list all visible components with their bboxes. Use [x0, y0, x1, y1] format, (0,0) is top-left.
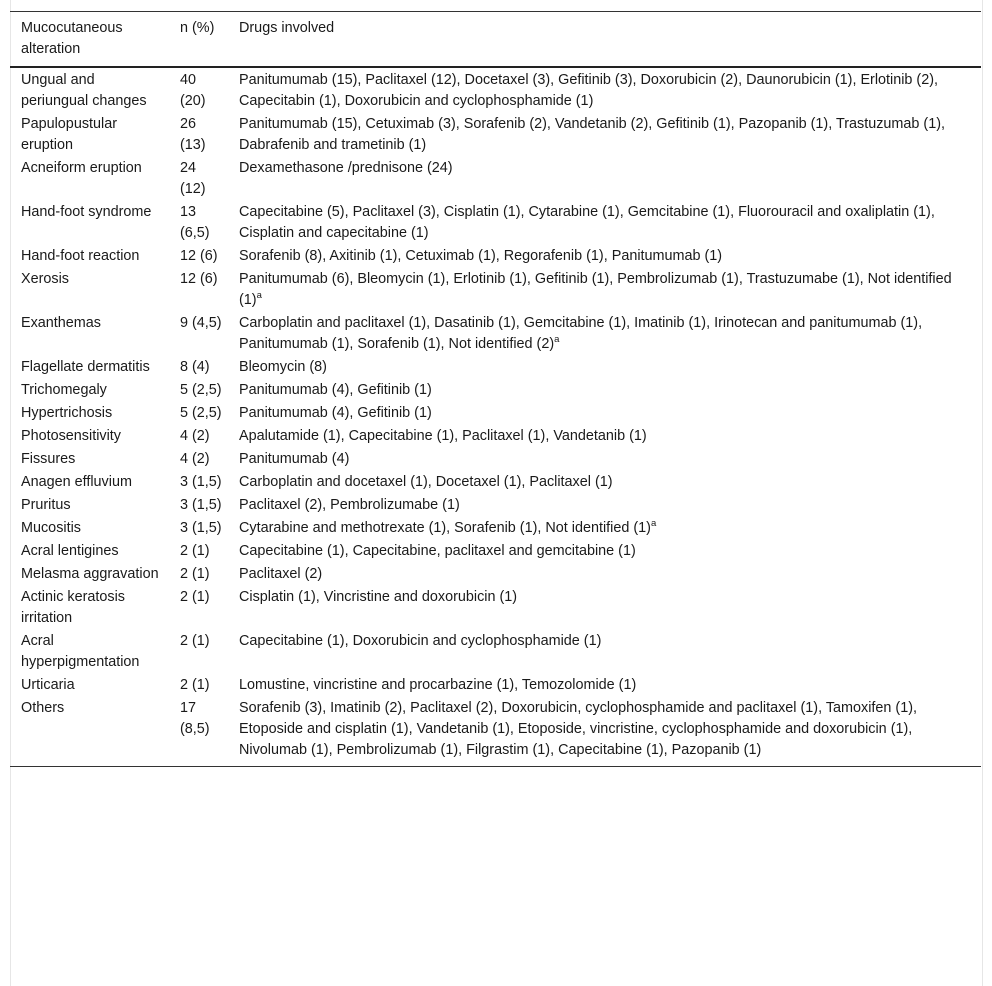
footnote-marker: a [650, 518, 657, 530]
cell-drugs [228, 697, 981, 767]
cell-alteration: Melasma aggravation [21, 566, 159, 582]
table-row [10, 630, 981, 674]
cell-drugs [228, 402, 981, 425]
table-row [10, 356, 981, 379]
drugs-text: Apalutamide (1), Capecitabine (1), Paclitaxel (1), Vandetanib (1) [239, 428, 647, 444]
footnote-marker: a [256, 290, 262, 302]
cell-drugs [228, 563, 981, 586]
cell-n-percent: 12 (6) [180, 248, 218, 264]
drugs-text: Panitumumab (6), Bleomycin (1), Erlotinib (1), Gefitinib (1), Pembrolizumab (1), Trastuzumabe (1), Not identified (1) [239, 271, 952, 308]
cell-alteration: Hypertrichosis [21, 405, 113, 421]
table-row [10, 563, 981, 586]
cell-n-percent: 8 (4) [180, 359, 210, 375]
drugs-text: Panitumumab (4) [239, 451, 350, 467]
table-row [10, 471, 981, 494]
cell-n-percent: 5 (2,5) [180, 405, 222, 421]
cell-n-percent: 2 (1) [180, 677, 210, 693]
table-row [10, 157, 981, 201]
cell-alteration: Exanthemas [21, 315, 101, 331]
table-row [10, 448, 981, 471]
drugs-text: Sorafenib (3), Imatinib (2), Paclitaxel (2), Doxorubicin, cyclophosphamide and paclitaxel (1), Tamoxifen (1), Etoposide and cisplatin (1), Vandetanib (1), Etoposide, vincristine, cyclophosphamide and doxorubicin (1), Nivolumab (1), Pembrolizumab (1), Filgrastim (1), Capecitabine (1), Pazopanib (1) [239, 700, 917, 758]
cell-drugs [228, 630, 981, 674]
drugs-text: Panitumumab (15), Cetuximab (3), Sorafenib (2), Vandetanib (2), Gefitinib (1), Pazopanib (1), Trastuzumab (1), Dabrafenib and trametinib (1) [239, 116, 945, 153]
table-row [10, 67, 981, 113]
cell-drugs [228, 540, 981, 563]
drugs-text: Paclitaxel (2) [239, 566, 323, 582]
cell-n-percent: 12 (6) [180, 271, 218, 287]
cell-drugs [228, 471, 981, 494]
table-row [10, 245, 981, 268]
cell-alteration: Mucositis [21, 520, 81, 536]
cell-n-percent: 2 (1) [180, 633, 210, 649]
drugs-text: Panitumumab (4), Gefitinib (1) [239, 382, 432, 398]
header-drugs: Drugs involved [239, 20, 335, 36]
table-row [10, 268, 981, 312]
cell-n-percent: 2 (1) [180, 543, 210, 559]
cell-alteration: Acral lentigines [21, 543, 119, 559]
cell-alteration: Xerosis [21, 271, 69, 287]
header-n-percent: n (%) [180, 20, 215, 36]
cell-alteration: Photosensitivity [21, 428, 121, 444]
cell-drugs [228, 379, 981, 402]
cell-n-percent: 24 (12) [180, 160, 206, 197]
cell-n-percent: 2 (1) [180, 566, 210, 582]
cell-n-percent: 3 (1,5) [180, 474, 222, 490]
drugs-text: Lomustine, vincristine and procarbazine (1), Temozolomide (1) [239, 677, 637, 693]
cell-alteration: Hand-foot reaction [21, 248, 140, 264]
cell-alteration: Ungual and periungual changes [21, 72, 147, 109]
cell-drugs [228, 674, 981, 697]
table-row [10, 113, 981, 157]
drugs-text: Panitumumab (15), Paclitaxel (12), Docetaxel (3), Gefitinib (3), Doxorubicin (2), Daunorubicin (1), Erlotinib (2), Capecitabin (1), Doxorubicin and cyclophosphamide (1) [239, 72, 939, 109]
cell-n-percent: 4 (2) [180, 451, 210, 467]
table-row [10, 586, 981, 630]
table-row [10, 697, 981, 767]
cell-drugs [228, 157, 981, 201]
table-row [10, 517, 981, 540]
cell-n-percent: 3 (1,5) [180, 497, 222, 513]
drugs-text: Capecitabine (1), Capecitabine, paclitaxel and gemcitabine (1) [239, 543, 636, 559]
cell-drugs [228, 268, 981, 312]
drugs-text: Panitumumab (4), Gefitinib (1) [239, 405, 432, 421]
cell-n-percent: 13 (6,5) [180, 204, 210, 241]
cell-alteration: Anagen effluvium [21, 474, 132, 490]
cell-drugs [228, 245, 981, 268]
table-row [10, 402, 981, 425]
drugs-text: Carboplatin and paclitaxel (1), Dasatinib (1), Gemcitabine (1), Imatinib (1), Irinotecan and panitumumab (1), Panitumumab (1), Sorafenib (1), Not identified (2) [239, 315, 923, 352]
table-row [10, 425, 981, 448]
drugs-text: Carboplatin and docetaxel (1), Docetaxel (1), Paclitaxel (1) [239, 474, 613, 490]
cell-drugs [228, 67, 981, 113]
drugs-text: Cisplatin (1), Vincristine and doxorubicin (1) [239, 589, 518, 605]
cell-n-percent: 26 (13) [180, 116, 206, 153]
cell-alteration: Others [21, 700, 65, 716]
drugs-text: Dexamethasone /prednisone (24) [239, 160, 453, 176]
table-row [10, 540, 981, 563]
table-row [10, 312, 981, 356]
table-body [10, 67, 981, 767]
cell-alteration: Fissures [21, 451, 76, 467]
cell-drugs [228, 312, 981, 356]
cell-n-percent: 3 (1,5) [180, 520, 222, 536]
drugs-text: Sorafenib (8), Axitinib (1), Cetuximab (1), Regorafenib (1), Panitumumab (1) [239, 248, 723, 264]
cell-drugs [228, 201, 981, 245]
cell-alteration: Acneiform eruption [21, 160, 142, 176]
footnote-marker: a [554, 334, 560, 346]
cell-alteration: Actinic keratosis irritation [21, 589, 125, 626]
cell-drugs [228, 425, 981, 448]
cell-n-percent: 9 (4,5) [180, 315, 222, 331]
header-alteration: Mucocutaneous alteration [21, 20, 123, 57]
table-header [10, 12, 981, 68]
drugs-text: Capecitabine (1), Doxorubicin and cyclophosphamide (1) [239, 633, 602, 649]
cell-alteration: Pruritus [21, 497, 71, 513]
cell-alteration: Papulopustular eruption [21, 116, 118, 153]
drugs-text: Paclitaxel (2), Pembrolizumabe (1) [239, 497, 460, 513]
cell-drugs [228, 494, 981, 517]
cell-drugs [228, 586, 981, 630]
cell-alteration: Trichomegaly [21, 382, 107, 398]
cell-n-percent: 40 (20) [180, 72, 206, 109]
table-row [10, 379, 981, 402]
cell-alteration: Urticaria [21, 677, 75, 693]
cell-alteration: Flagellate dermatitis [21, 359, 150, 375]
drugs-text: Bleomycin (8) [239, 359, 327, 375]
cell-drugs [228, 113, 981, 157]
cell-n-percent: 4 (2) [180, 428, 210, 444]
cell-alteration: Hand-foot syndrome [21, 204, 152, 220]
cell-n-percent: 5 (2,5) [180, 382, 222, 398]
drugs-text: Capecitabine (5), Paclitaxel (3), Cisplatin (1), Cytarabine (1), Gemcitabine (1), Fluorouracil and oxaliplatin (1), Cisplatin and capecitabine (1) [239, 204, 935, 241]
cell-drugs [228, 517, 981, 540]
cell-n-percent: 2 (1) [180, 589, 210, 605]
table-row [10, 201, 981, 245]
cell-alteration: Acral hyperpigmentation [21, 633, 140, 670]
cell-drugs [228, 448, 981, 471]
table-row [10, 674, 981, 697]
header-row [10, 12, 981, 68]
table-row [10, 494, 981, 517]
adverse-events-table [10, 11, 981, 767]
cell-n-percent: 17 (8,5) [180, 700, 210, 737]
cell-drugs [228, 356, 981, 379]
drugs-text: Cytarabine and methotrexate (1), Sorafenib (1), Not identified (1) [239, 520, 651, 536]
